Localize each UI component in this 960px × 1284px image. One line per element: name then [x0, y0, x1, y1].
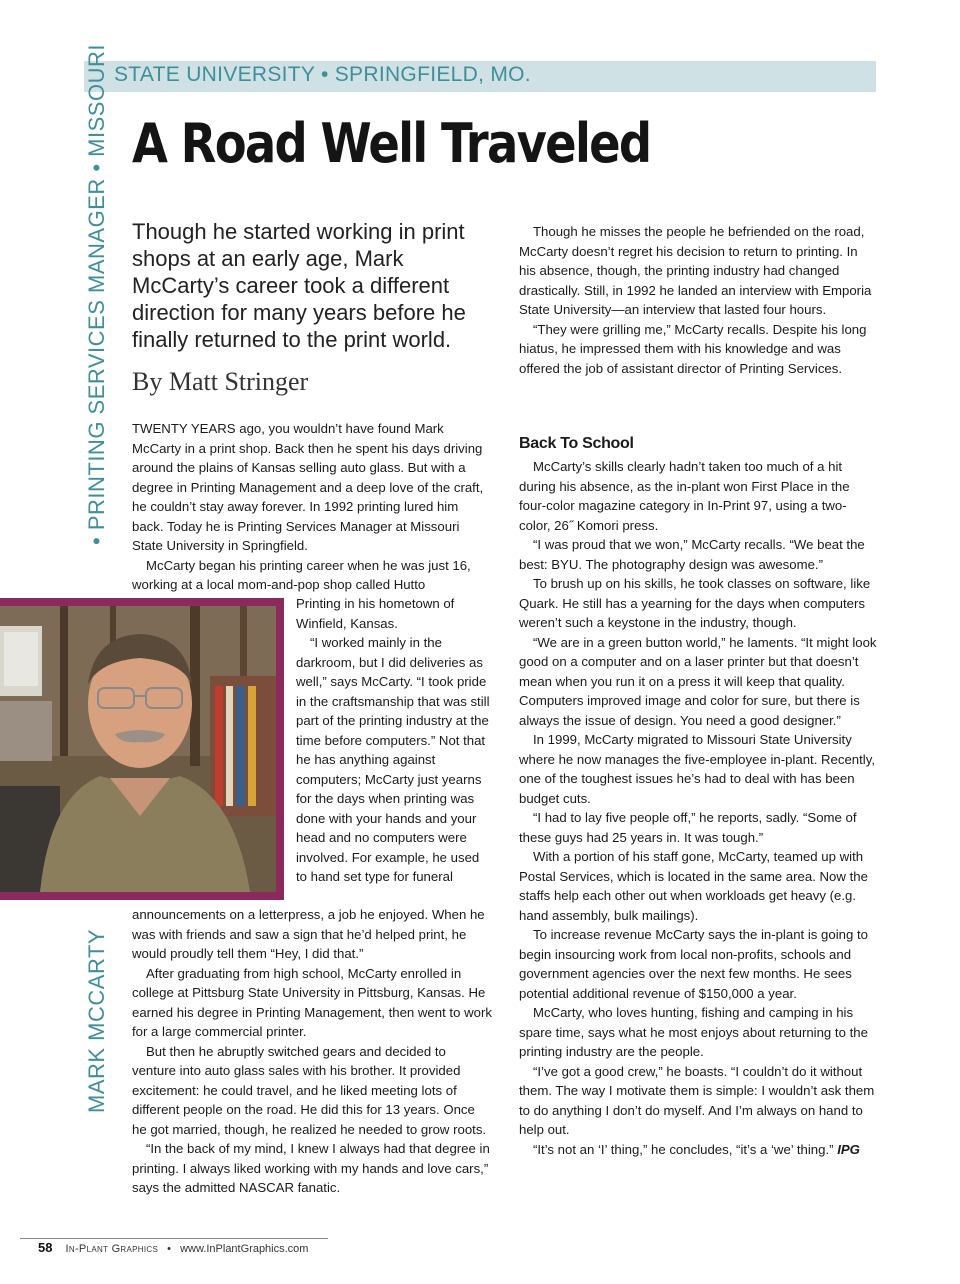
footer-folio — [38, 1240, 308, 1255]
paragraph: “I had to lay five people off,” he reports, sadly. “Some of these guys had 25 years in. It was tough.” — [519, 810, 857, 845]
end-mark: IPG — [837, 1141, 860, 1157]
paragraph: Though he misses the people he befriended on the road, McCarty doesn’t regret his decision to return to printing. In his absence, though, the printing industry had changed drastically. Still, in 1992 he landed an interview with Emporia State University—an interview that lasted four hours. — [519, 224, 872, 317]
portrait-photo — [0, 606, 276, 892]
paragraph: To increase revenue McCarty says the in-plant is going to begin insourcing work from local non-profits, schools and government agencies over the next few months. He sees potential additional revenue of $150,000 a year. — [519, 927, 868, 1001]
paragraph: “I’ve got a good crew,” he boasts. “I couldn’t do it without them. The way I motivate them is simple: I wouldn’t ask them to do anything I don’t do myself. And I’m always on hand to help out. — [519, 1063, 875, 1137]
final-paragraph — [519, 1140, 877, 1160]
paragraph: Printing in his hometown of Winfield, Kansas. — [296, 596, 455, 631]
column-a-top — [132, 419, 488, 595]
paragraph: “In the back of my mind, I knew I always had that degree in printing. I always liked working with my hands and love cars,” says the admitted NASCAR fanatic. — [132, 1141, 490, 1195]
publication-name: In-Plant Graphics — [65, 1243, 159, 1255]
paragraph: But then he abruptly switched gears and decided to venture into auto glass sales with his brother. It provided excitement: he could travel, and he liked meeting lots of different people on the road. He did this for 13 years. Once he got married, though, he realized he needed to grow roots. — [132, 1043, 487, 1137]
paragraph: McCarty began his printing career when he was just 16, working at a local mom-and-pop shop called Hutto — [132, 557, 471, 592]
paragraph: announcements on a letterpress, a job he enjoyed. When he was with friends and saw a sign that he’d helped print, he would proudly tell them “Hey, I did that.” — [132, 907, 485, 961]
column-b-top — [519, 222, 875, 378]
column-a-wrap — [296, 594, 492, 887]
article-byline: By Matt Stringer — [132, 367, 309, 396]
paragraph: McCarty, who loves hunting, fishing and camping in his spare time, says what he most enjoys about returning to the printing industry are the people. — [519, 1005, 868, 1059]
footer-rule — [20, 1238, 328, 1239]
header-band-text: STATE UNIVERSITY • SPRINGFIELD, MO. — [114, 63, 531, 86]
column-b-bottom — [519, 457, 877, 1159]
paragraph: “I was proud that we won,” McCarty recalls. “We beat the best: BYU. The photography design was awesome.” — [519, 537, 865, 572]
publication-url[interactable]: www.InPlantGraphics.com — [180, 1243, 309, 1255]
page-number: 58 — [38, 1240, 53, 1255]
paragraph: “I worked mainly in the darkroom, but I did deliveries as well,” says McCarty. “I took pride in the craftsmanship that was still part of the printing industry at the time before computers.” Not that he has anything against computers; McCarty just yearns for the days when printing was done with your hands and your head and no computers were involved. For example, he used to hand set type for funeral — [296, 635, 490, 884]
section-subhead: Back To School — [519, 435, 634, 452]
paragraph: “They were grilling me,” McCarty recalls. Despite his long hiatus, he impressed them with his knowledge and was offered the job of assistant director of Printing Services. — [519, 321, 867, 376]
separator-dot: • — [167, 1243, 172, 1255]
article-title: A Road Well Traveled — [132, 112, 651, 175]
paragraph: TWENTY YEARS ago, you wouldn’t have found Mark McCarty in a print shop. Back then he spent his days driving around the plains of Kansas selling auto glass. But with a degree in Printing Management and a deep love of the craft, he couldn’t stay away forever. In 1992 printing lured him back. Today he is Printing Services Manager at Missouri State University in Springfield. — [132, 421, 484, 553]
paragraph: To brush up on his skills, he took classes on software, like Quark. He still has a yearning for the days when computers weren’t such a keystone in the industry, though. — [519, 576, 871, 630]
final-paragraph-text: “It’s not an ‘I’ thing,” he concludes, “it’s a ‘we’ thing.” — [533, 1141, 834, 1157]
paragraph: With a portion of his staff gone, McCarty, teamed up with Postal Services, which is located in the same area. Now the staffs help each other out when workloads get heavy (e.g. hand assembly, bulk mailings). — [519, 849, 868, 923]
article-deck: Though he started working in print shops at an early age, Mark McCarty’s career took a different direction for many years before he finally returned to the print world. — [132, 219, 466, 352]
vertical-name-label: MARK MCCARTY — [84, 928, 109, 1113]
paragraph: After graduating from high school, McCarty enrolled in college at Pittsburg State University in Pittsburg, Kansas. He earned his degree in Printing Management, then went to work for a large commercial printer. — [132, 965, 492, 1039]
paragraph: McCarty’s skills clearly hadn’t taken too much of a hit during his absence, as the in-plant won First Place in the four-color magazine category in In-Print 97, using a two-color, 26˝ Komori press. — [519, 459, 850, 533]
column-a-bottom — [132, 905, 492, 1198]
paragraph: In 1999, McCarty migrated to Missouri State University where he now manages the five-employee in-plant. Recently, one of the toughest issues he’s had to deal with has been budget cuts. — [519, 732, 876, 806]
paragraph: “We are in a green button world,” he laments. “It might look good on a computer and on a laser printer but that doesn’t mean when you run it on a press it will keep that quality. Computers improved image and color for sure, but there is always the issue of design. You need a good designer.” — [519, 634, 877, 728]
vertical-section-label: • PRINTING SERVICES MANAGER • MISSOURI — [84, 44, 109, 545]
